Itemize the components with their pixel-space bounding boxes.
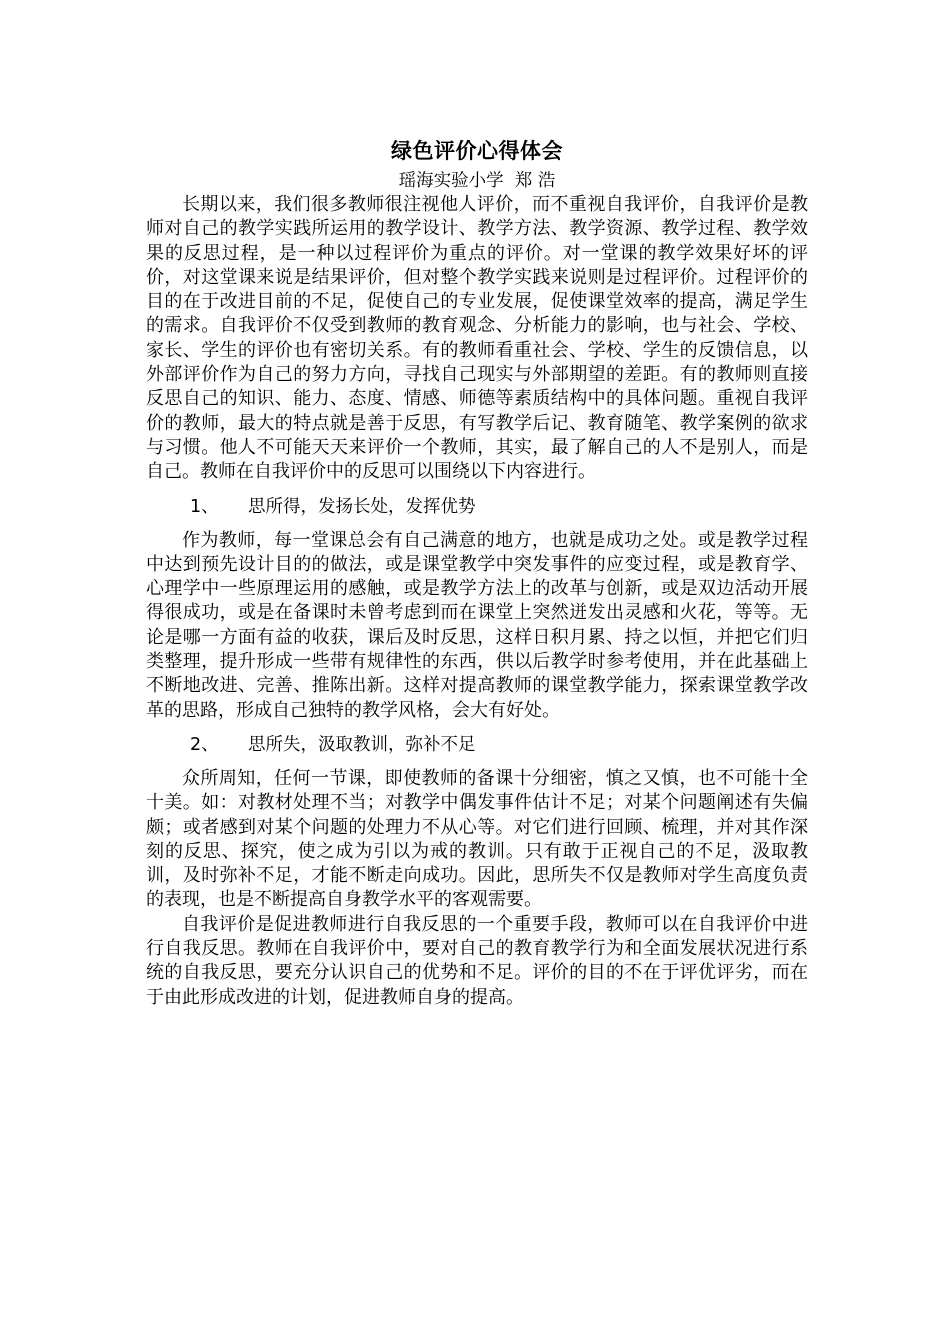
section-heading-text: 思所失，汲取教训，弥补不足: [248, 734, 476, 755]
section-heading-1: [146, 495, 808, 519]
section-heading-text: 思所得，发扬长处，发挥优势: [248, 496, 476, 517]
paragraph-section-2: 众所周知，任何一节课，即使教师的备课十分细密，慎之又慎，也不可能十全十美。如：对教材处理不当；对教学中偶发事件估计不足；对某个问题阐述有失偏颇；或者感到对某个问题的处理力不从心等。对它们进行回顾、梳理，并对其作深刻的反思、探究，使之成为引以为戒的教训。只有敢于正视自己的不足，汲取教训，及时弥补不足，才能不断走向成功。因此，思所失不仅是教师对学生高度负责的表现，也是不断提高自身教学水平的客观需要。: [146, 767, 808, 911]
document-body: [146, 136, 808, 1010]
paragraph-section-1: 作为教师，每一堂课总会有自己满意的地方，也就是成功之处。或是教学过程中达到预先设计目的的做法，或是课堂教学中突发事件的应变过程，或是教育学、心理学中一些原理运用的感触，或是教学方法上的改革与创新，或是双边活动开展得很成功，或是在备课时未曾考虑到而在课堂上突然迸发出灵感和火花，等等。无论是哪一方面有益的收获，课后及时反思，这样日积月累、持之以恒，并把它们归类整理，提升形成一些带有规律性的东西，供以后教学时参考使用，并在此基础上不断地改进、完善、推陈出新。这样对提高教师的课堂教学能力，探索课堂教学改革的思路，形成自己独特的教学风格，会大有好处。: [146, 529, 808, 721]
paragraph-intro: 长期以来，我们很多教师很注视他人评价，而不重视自我评价，自我评价是教师对自己的教学实践所运用的教学设计、教学方法、教学资源、教学过程、教学效果的反思过程，是一种以过程评价为重点的评价。对一堂课的教学效果好坏的评价，对这堂课来说是结果评价，但对整个教学实践来说则是过程评价。过程评价的目的在于改进目前的不足，促使自己的专业发展，促使课堂效率的提高，满足学生的需求。自我评价不仅受到教师的教育观念、分析能力的影响，也与社会、学校、家长、学生的评价也有密切关系。有的教师看重社会、学校、学生的反馈信息，以外部评价作为自己的努力方向，寻找自己现实与外部期望的差距。有的教师则直接反思自己的知识、能力、态度、情感、师德等素质结构中的具体问题。重视自我评价的教师，最大的特点就是善于反思，有写教学后记、教育随笔、教学案例的欲求与习惯。他人不可能天天来评价一个教师，其实，最了解自己的人不是别人，而是自己。教师在自我评价中的反思可以围绕以下内容进行。: [146, 194, 808, 483]
section-number: 1、: [190, 496, 219, 517]
paragraph-conclusion: 自我评价是促进教师进行自我反思的一个重要手段，教师可以在自我评价中进行自我反思。教师在自我评价中，要对自己的教育教学行为和全面发展状况进行系统的自我反思，要充分认识自己的优势和不足。评价的目的不在于评优评劣，而在于由此形成改进的计划，促进教师自身的提高。: [146, 913, 808, 1008]
section-heading-2: [146, 733, 808, 757]
document-title: 绿色评价心得体会: [391, 139, 563, 163]
document-author: 瑶海实验小学 郑 浩: [398, 171, 556, 191]
section-number: 2、: [190, 734, 219, 755]
